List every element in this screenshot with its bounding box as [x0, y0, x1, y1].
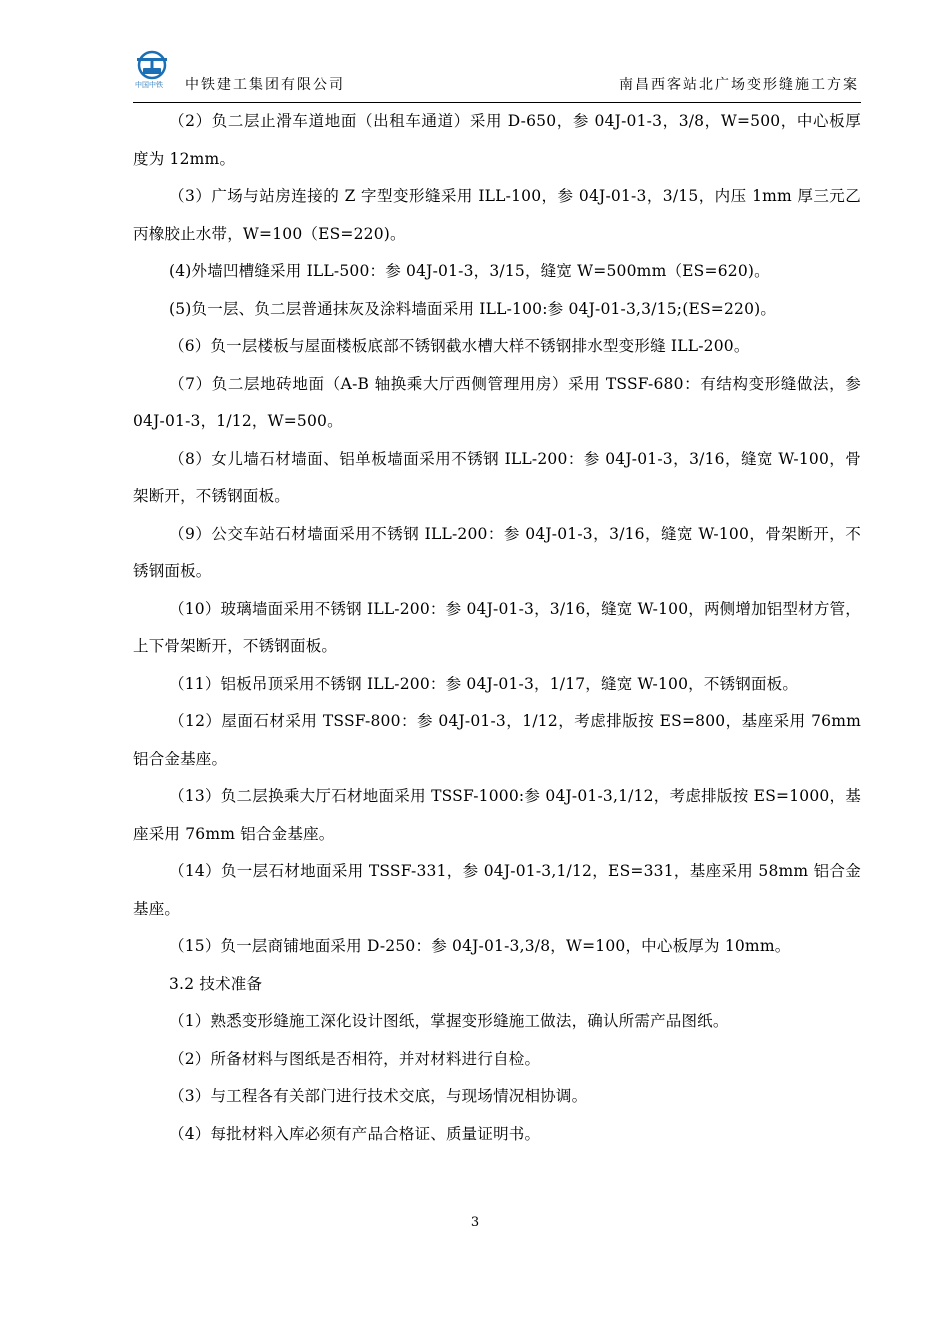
- logo-text: 中国中铁: [135, 81, 163, 89]
- document-body: [133, 103, 861, 1153]
- paragraph: （11）铝板吊顶采用不锈钢 ILL-200：参 04J-01-3，1/17，缝宽 W-100，不锈钢面板。: [169, 674, 799, 693]
- paragraph: （6）负一层楼板与屋面楼板底部不锈钢截水槽大样不锈钢排水型变形缝 ILL-200。: [169, 337, 750, 355]
- document-title: 南昌西客站北广场变形缝施工方案: [619, 77, 859, 93]
- crec-logo-icon: [133, 50, 171, 90]
- paragraph: (5)负一层、负二层普通抹灰及涂料墙面采用 ILL-100:参 04J-01-3,3/15;(ES=220)。: [169, 299, 777, 318]
- paragraph: （3）与工程各有关部门进行技术交底，与现场情况相协调。: [169, 1087, 588, 1105]
- paragraph: （3）广场与站房连接的 Z 字型变形缝采用 ILL-100，参 04J-01-3，3/15，内压 1mm 厚三元乙丙橡胶止水带，W=100（ES=220)。: [133, 187, 861, 243]
- company-name: 中铁建工集团有限公司: [185, 77, 345, 93]
- paragraph: （12）屋面石材采用 TSSF-800：参 04J-01-3，1/12，考虑排版按 ES=800，基座采用 76mm 铝合金基座。: [133, 712, 861, 768]
- paragraph: （10）玻璃墙面采用不锈钢 ILL-200：参 04J-01-3，3/16，缝宽 W-100，两侧增加铝型材方管，上下骨架断开，不锈钢面板。: [133, 599, 861, 655]
- paragraph: （7）负二层地砖地面（A-B 轴换乘大厅西侧管理用房）采用 TSSF-680：有结构变形缝做法，参 04J-01-3，1/12，W=500。: [133, 374, 861, 430]
- paragraph: （1）熟悉变形缝施工深化设计图纸，掌握变形缝施工做法，确认所需产品图纸。: [169, 1012, 729, 1030]
- paragraph: （8）女儿墙石材墙面、铝单板墙面采用不锈钢 ILL-200：参 04J-01-3，3/16，缝宽 W-100，骨架断开，不锈钢面板。: [133, 449, 861, 505]
- paragraph: （2）所备材料与图纸是否相符，并对材料进行自检。: [169, 1049, 541, 1068]
- section-heading: 3.2 技术准备: [169, 974, 263, 993]
- paragraph: (4)外墙凹槽缝采用 ILL-500：参 04J-01-3，3/15，缝宽 W=500mm（ES=620)。: [169, 262, 770, 280]
- page-number: 3: [470, 1215, 480, 1230]
- paragraph: （2）负二层止滑车道地面（出租车通道）采用 D-650，参 04J-01-3，3/8，W=500，中心板厚度为 12mm。: [133, 112, 861, 168]
- page-header: [133, 50, 861, 103]
- paragraph: （4）每批材料入库必须有产品合格证、质量证明书。: [169, 1124, 541, 1143]
- paragraph: （13）负二层换乘大厅石材地面采用 TSSF-1000:参 04J-01-3,1/12，考虑排版按 ES=1000，基座采用 76mm 铝合金基座。: [133, 787, 861, 843]
- paragraph: （15）负一层商铺地面采用 D-250：参 04J-01-3,3/8，W=100，中心板厚为 10mm。: [169, 937, 791, 955]
- paragraph: （9）公交车站石材墙面采用不锈钢 ILL-200：参 04J-01-3，3/16，缝宽 W-100，骨架断开，不锈钢面板。: [133, 524, 861, 580]
- paragraph: （14）负一层石材地面采用 TSSF-331，参 04J-01-3,1/12，ES=331，基座采用 58mm 铝合金基座。: [133, 862, 861, 918]
